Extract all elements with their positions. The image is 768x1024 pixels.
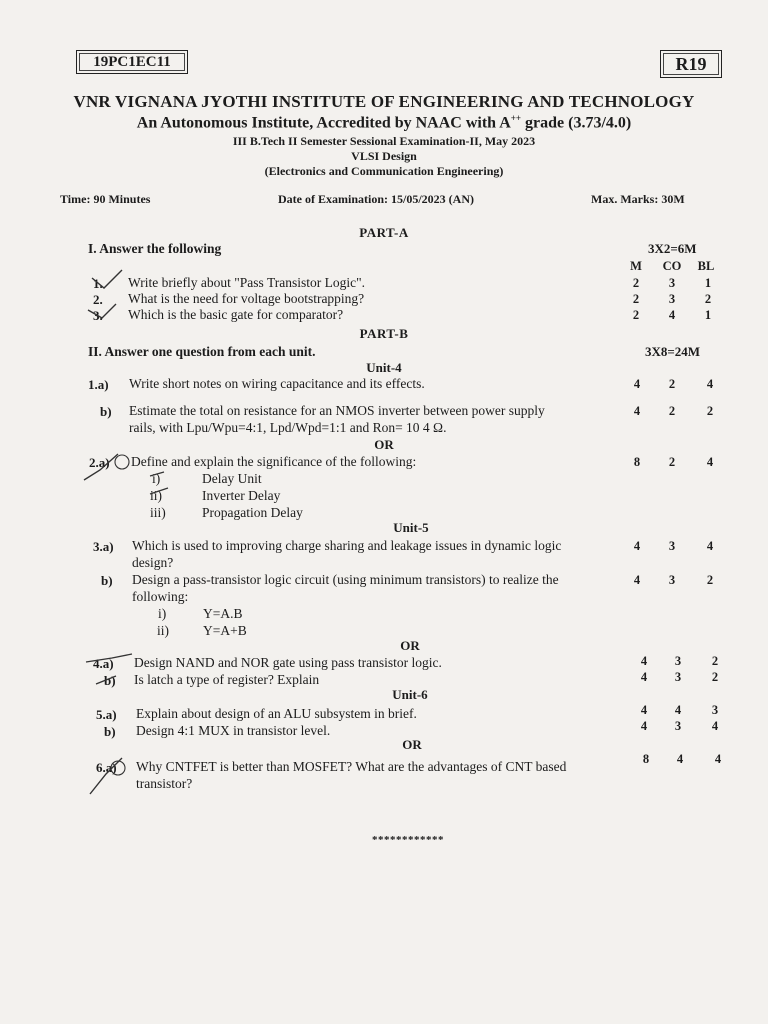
or-separator: OR: [374, 437, 394, 452]
question-number: 2.a): [89, 455, 110, 470]
part-a-marks: 3X2=6M: [648, 241, 697, 256]
question-number: 6.a): [96, 760, 117, 775]
question-number: 3.a): [93, 539, 114, 554]
handwritten-tick-mark-2a: [78, 444, 138, 488]
question-text: Write briefly about "Pass Transistor Logic".: [128, 275, 365, 290]
question-text-cont: following:: [132, 589, 189, 604]
exam-date: Date of Examination: 15/05/2023 (AN): [278, 192, 474, 206]
unit-4-title: Unit-4: [366, 360, 402, 375]
bl-value: 2: [711, 670, 719, 684]
handwritten-tick-marks-sub: [140, 468, 180, 506]
sub-item-number: i): [152, 471, 161, 486]
question-number: 2.: [93, 292, 103, 307]
handwritten-tick-mark-6a: [84, 752, 130, 800]
question-number: b): [104, 724, 116, 739]
co-value: 2: [668, 404, 676, 418]
accreditation-post: grade (3.73/4.0): [521, 114, 632, 132]
bl-value: 4: [714, 752, 722, 766]
unit-6-title: Unit-6: [392, 687, 428, 702]
question-text: Design a pass-transistor logic circuit (using minimum transistors) to realize the: [132, 572, 559, 587]
marks-value: 4: [633, 404, 641, 418]
sub-item-number: i): [158, 606, 167, 621]
sub-item-number: ii): [150, 488, 162, 503]
sub-item-text: Delay Unit: [202, 471, 262, 486]
marks-value: 4: [640, 703, 648, 717]
handwritten-tick-marks-part-a: [84, 266, 134, 326]
sub-item-text: Propagation Delay: [202, 505, 303, 520]
question-text: What is the need for voltage bootstrapping?: [128, 291, 365, 306]
handwritten-tick-marks-4: [82, 648, 138, 694]
regulation-box: [660, 50, 722, 78]
co-value: 3: [668, 539, 676, 553]
exam-time: Time: 90 Minutes: [60, 192, 151, 206]
or-separator: OR: [400, 638, 420, 653]
bl-value: 1: [704, 276, 712, 290]
regulation: R19: [675, 54, 707, 74]
subject: VLSI Design: [351, 149, 417, 163]
accreditation-pre: An Autonomous Institute, Accredited by NAAC with A: [136, 114, 511, 132]
bl-value: 3: [711, 703, 719, 717]
co-value: 3: [668, 276, 676, 290]
question-text: Why CNTFET is better than MOSFET? What are the advantages of CNT based: [136, 759, 567, 774]
col-header-bl: BL: [697, 259, 715, 273]
marks-value: 4: [640, 719, 648, 733]
marks-value: 4: [633, 573, 641, 587]
question-number: 5.a): [96, 707, 117, 722]
branch: (Electronics and Communication Engineering): [264, 164, 504, 178]
bl-value: 4: [706, 539, 714, 553]
bl-value: 2: [706, 404, 714, 418]
bl-value: 1: [704, 308, 712, 322]
question-text: Define and explain the significance of the following:: [131, 454, 417, 469]
unit-5-title: Unit-5: [393, 520, 429, 535]
part-b-title: PART-B: [359, 326, 409, 341]
question-text: Which is the basic gate for comparator?: [128, 307, 344, 322]
question-number: 3.: [93, 308, 103, 323]
marks-value: 4: [640, 654, 648, 668]
question-number: b): [104, 673, 116, 688]
end-stars: ************: [372, 834, 444, 846]
sub-item-number: ii): [157, 623, 169, 638]
part-b-marks: 3X8=24M: [645, 344, 701, 359]
sub-item-text: Y=A.B: [203, 606, 243, 621]
question-number: 1.: [93, 276, 103, 291]
accreditation: [0, 113, 768, 132]
col-header-co: CO: [662, 259, 682, 273]
bl-value: 4: [706, 377, 714, 391]
co-value: 2: [668, 377, 676, 391]
bl-value: 4: [706, 455, 714, 469]
question-text: Write short notes on wiring capacitance and its effects.: [129, 376, 425, 391]
question-number: 1.a): [88, 377, 109, 392]
question-number: b): [100, 404, 112, 419]
question-text-cont: rails, with Lpu/Wpu=4:1, Lpd/Wpd=1:1 and Ron= 10 4 Ω.: [129, 420, 447, 435]
question-text: Design NAND and NOR gate using pass transistor logic.: [134, 655, 442, 670]
bl-value: 2: [704, 292, 712, 306]
co-value: 3: [674, 719, 682, 733]
co-value: 3: [674, 654, 682, 668]
part-a-instruction: I. Answer the following: [88, 241, 222, 256]
question-number: b): [101, 573, 113, 588]
sub-item-text: Y=A+B: [203, 623, 247, 638]
sub-item-text: Inverter Delay: [202, 488, 281, 503]
question-text-cont: transistor?: [136, 776, 193, 791]
bl-value: 2: [711, 654, 719, 668]
co-value: 3: [668, 573, 676, 587]
accreditation-grade-sup: ++: [510, 113, 522, 123]
co-value: 4: [674, 703, 682, 717]
question-text: Explain about design of an ALU subsystem in brief.: [136, 706, 417, 721]
or-separator: OR: [402, 737, 422, 752]
co-value: 3: [674, 670, 682, 684]
marks-value: 4: [633, 539, 641, 553]
part-a-title: PART-A: [359, 225, 409, 240]
col-header-m: M: [630, 259, 642, 273]
course-code-box: [76, 50, 188, 74]
exam-title: III B.Tech II Semester Sessional Examination-II, May 2023: [232, 134, 536, 148]
question-text: Estimate the total on resistance for an NMOS inverter between power supply: [129, 403, 545, 418]
question-text: Which is used to improving charge sharing and leakage issues in dynamic logic: [132, 538, 562, 553]
marks-value: 2: [632, 292, 640, 306]
question-number: 4.a): [93, 656, 114, 671]
co-value: 3: [668, 292, 676, 306]
co-value: 4: [676, 752, 684, 766]
question-text: Design 4:1 MUX in transistor level.: [136, 723, 331, 738]
co-value: 4: [668, 308, 676, 322]
course-code: 19PC1EC11: [93, 54, 171, 70]
marks-value: 4: [633, 377, 641, 391]
question-text-cont: design?: [132, 555, 174, 570]
institute-name: VNR VIGNANA JYOTHI INSTITUTE OF ENGINEERING AND TECHNOLOGY: [73, 92, 695, 111]
bl-value: 2: [706, 573, 714, 587]
bl-value: 4: [711, 719, 719, 733]
question-text: Is latch a type of register? Explain: [134, 672, 320, 687]
co-value: 2: [668, 455, 676, 469]
marks-value: 8: [633, 455, 641, 469]
marks-value: 8: [642, 752, 650, 766]
max-marks: Max. Marks: 30M: [591, 192, 685, 206]
marks-value: 4: [640, 670, 648, 684]
marks-value: 2: [632, 308, 640, 322]
marks-value: 2: [632, 276, 640, 290]
part-b-instruction: II. Answer one question from each unit.: [88, 344, 316, 359]
sub-item-number: iii): [150, 505, 166, 520]
